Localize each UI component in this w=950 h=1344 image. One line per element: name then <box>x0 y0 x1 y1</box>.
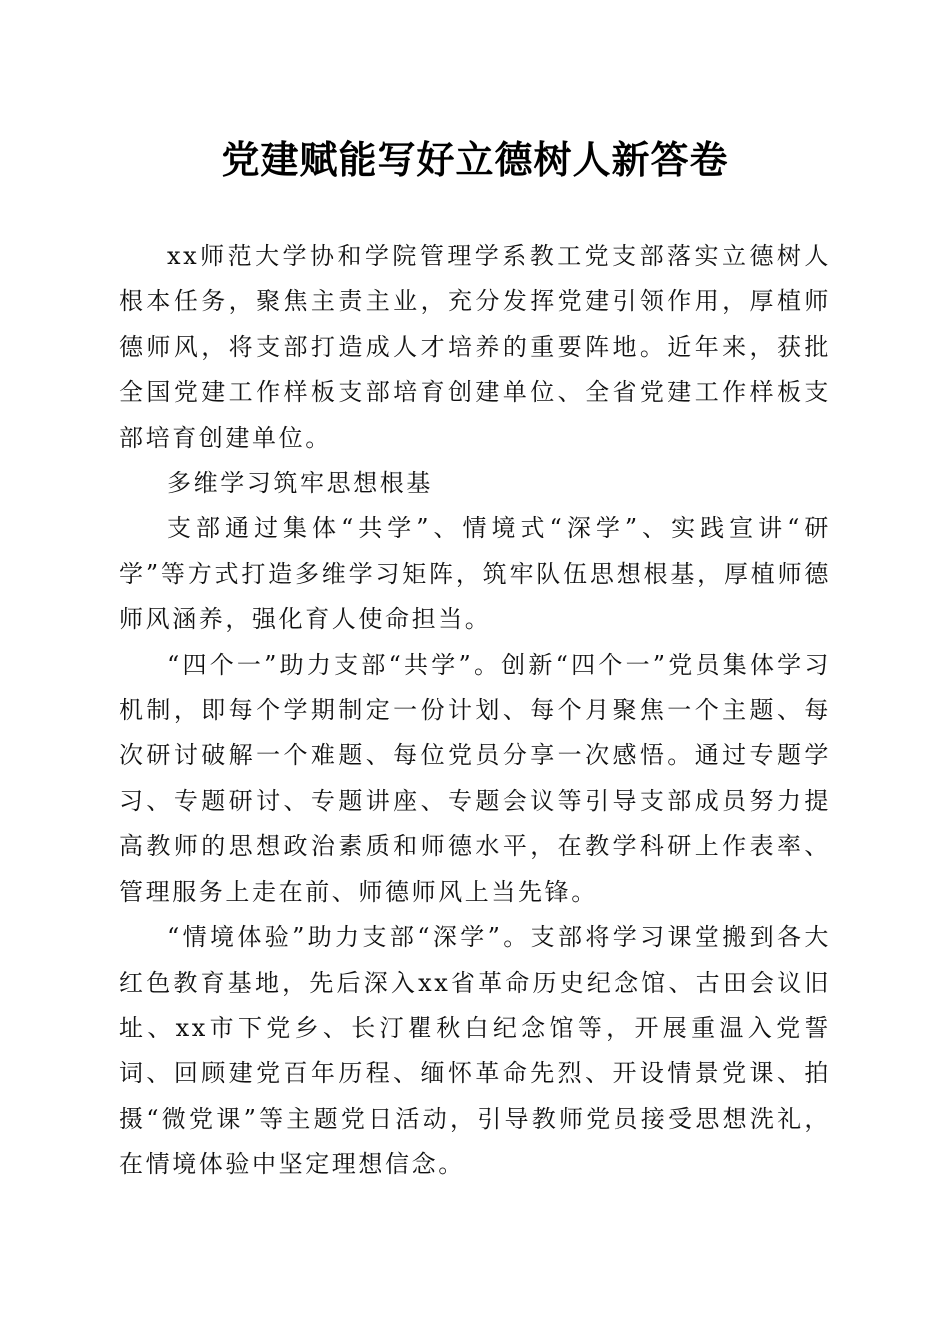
section-heading: 多维学习筑牢思想根基 <box>167 469 433 498</box>
paragraph-intro: xx师范大学协和学院管理学系教工党支部落实立德树人根本任务，聚焦主责主业，充分发挥党建引领作用，厚植师德师风，将支部打造成人才培养的重要阵地。近年来，获批全国党建工作样板支部培育创建单位、全省党建工作样板支部培育创建单位。 <box>119 242 831 452</box>
paragraph-shenxue: “情境体验”助力支部“深学”。支部将学习课堂搬到各大红色教育基地，先后深入xx省革命历史纪念馆、古田会议旧址、xx市下党乡、长汀瞿秋白纪念馆等，开展重温入党誓词、回顾建党百年历程、缅怀革命先烈、开设情景党课、拍摄“微党课”等主题党日活动，引导教师党员接受思想洗礼，在情境体验中坚定理想信念。 <box>119 923 831 1179</box>
paragraph-section-intro: 支部通过集体“共学”、情境式“深学”、实践宣讲“研学”等方式打造多维学习矩阵，筑牢队伍思想根基，厚植师德师风涵养，强化育人使命担当。 <box>119 514 831 634</box>
document-body <box>119 234 831 1188</box>
document-title: 党建赋能写好立德树人新答卷 <box>221 137 729 182</box>
paragraph-gongxue: “四个一”助力支部“共学”。创新“四个一”党员集体学习机制，即每个学期制定一份计划、每个月聚焦一个主题、每次研讨破解一个难题、每位党员分享一次感悟。通过专题学习、专题研讨、专题讲座、专题会议等引导支部成员努力提高教师的思想政治素质和师德水平，在教学科研上作表率、管理服务上走在前、师德师风上当先锋。 <box>119 650 831 906</box>
